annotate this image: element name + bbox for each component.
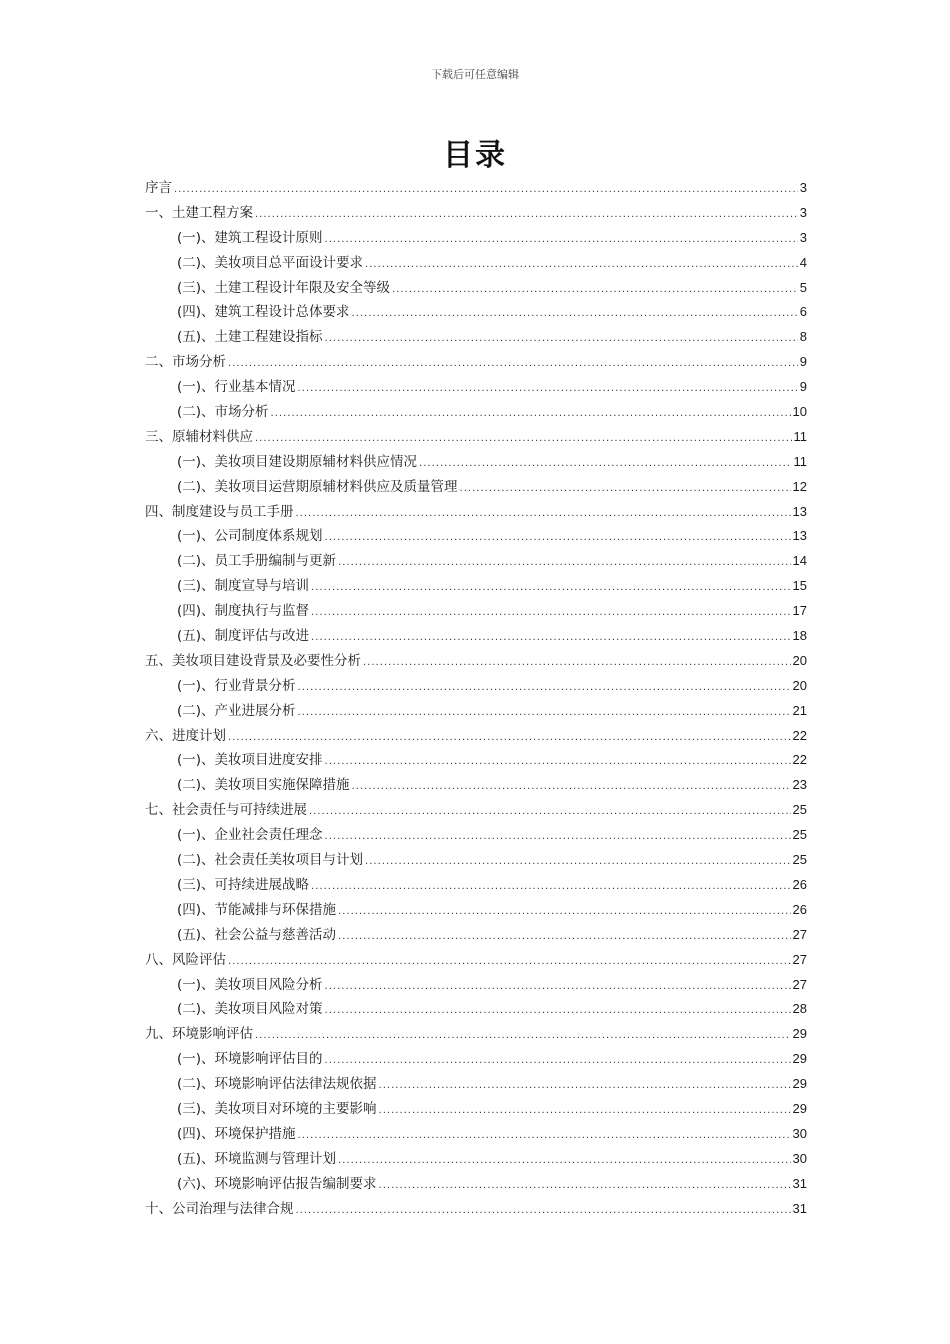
dot-leader — [311, 626, 790, 651]
toc-entry-label: (四)、制度执行与监督 — [177, 603, 310, 620]
toc-entry-section[interactable] — [145, 873, 807, 898]
dot-leader — [325, 228, 798, 253]
toc-entry-page-number: 31 — [792, 1175, 807, 1191]
dot-leader — [311, 875, 790, 900]
toc-entry-label: (一)、行业背景分析 — [177, 677, 296, 694]
toc-entry-page-number: 20 — [792, 677, 807, 693]
toc-entry-label: (一)、环境影响评估目的 — [177, 1051, 323, 1068]
toc-entry-section[interactable] — [145, 549, 807, 574]
toc-entry-section[interactable] — [145, 1122, 807, 1147]
toc-entry-page-number: 12 — [792, 478, 807, 494]
toc-entry-section[interactable] — [145, 699, 807, 724]
toc-entry-page-number: 30 — [792, 1125, 807, 1141]
toc-entry-page-number: 29 — [792, 1100, 807, 1116]
toc-entry-chapter[interactable] — [145, 500, 807, 525]
toc-entry-label: (三)、土建工程设计年限及安全等级 — [177, 279, 391, 296]
toc-entry-section[interactable] — [145, 898, 807, 923]
toc-entry-label: (三)、可持续进展战略 — [177, 876, 310, 893]
toc-entry-chapter[interactable] — [145, 350, 807, 375]
toc-entry-page-number: 11 — [793, 453, 807, 469]
toc-entry-label: 八、风险评估 — [145, 951, 226, 968]
toc-entry-label: 序言 — [145, 180, 172, 196]
dot-leader — [338, 551, 790, 576]
dot-leader — [325, 825, 791, 850]
toc-entry-label: (五)、环境监测与管理计划 — [177, 1150, 337, 1167]
toc-entry-section[interactable] — [145, 848, 807, 873]
dot-leader — [255, 427, 792, 452]
toc-entry-page-number: 13 — [792, 528, 807, 544]
toc-entry-page-number: 15 — [792, 578, 807, 594]
dot-leader — [271, 402, 791, 427]
toc-entry-label: (三)、美妆项目对环境的主要影响 — [177, 1100, 377, 1117]
dot-leader — [298, 377, 798, 402]
toc-entry-label: 五、美妆项目建设背景及必要性分析 — [145, 652, 361, 669]
toc-entry-label: (二)、市场分析 — [177, 404, 269, 421]
toc-entry-page-number: 22 — [792, 727, 807, 743]
dot-leader — [255, 1024, 791, 1049]
toc-entry-label: (四)、环境保护措施 — [177, 1125, 296, 1142]
toc-entry-section[interactable] — [145, 450, 807, 475]
toc-entry-page-number: 27 — [792, 951, 807, 967]
toc-entry-page-number: 14 — [792, 553, 807, 569]
toc-entry-section[interactable] — [145, 748, 807, 773]
toc-entry-label: (三)、制度宣导与培训 — [177, 578, 310, 595]
dot-leader — [228, 950, 791, 975]
toc-entry-section[interactable] — [145, 400, 807, 425]
toc-entry-label: (二)、环境影响评估法律法规依据 — [177, 1076, 377, 1093]
dot-leader — [325, 526, 791, 551]
dot-leader — [325, 750, 791, 775]
toc-entry-label: (二)、美妆项目风险对策 — [177, 1001, 323, 1018]
toc-entry-section[interactable] — [145, 674, 807, 699]
toc-entry-label: 三、原辅材料供应 — [145, 428, 253, 445]
dot-leader — [352, 302, 798, 327]
toc-entry-chapter[interactable] — [145, 948, 807, 973]
toc-entry-label: (一)、美妆项目建设期原辅材料供应情况 — [177, 453, 418, 470]
toc-entry-section[interactable] — [145, 524, 807, 549]
dot-leader — [298, 676, 791, 701]
dot-leader — [379, 1099, 791, 1124]
toc-entry-page-number: 29 — [792, 1051, 807, 1067]
dot-leader — [228, 352, 798, 377]
dot-leader — [460, 477, 791, 502]
toc-entry-chapter[interactable] — [145, 425, 807, 450]
dot-leader — [174, 178, 798, 203]
toc-entry-label: (四)、建筑工程设计总体要求 — [177, 304, 350, 321]
dot-leader — [379, 1074, 791, 1099]
dot-leader — [296, 502, 791, 527]
toc-entry-label: (二)、美妆项目运营期原辅材料供应及质量管理 — [177, 478, 458, 495]
toc-entry-label: (五)、社会公益与慈善活动 — [177, 926, 337, 943]
toc-entry-page-number: 13 — [792, 503, 807, 519]
toc-entry-section[interactable] — [145, 1172, 807, 1197]
toc-entry-section[interactable] — [145, 1047, 807, 1072]
toc-entry-label: (五)、土建工程建设指标 — [177, 329, 323, 346]
toc-entry-page-number: 25 — [792, 802, 807, 818]
dot-leader — [325, 1049, 791, 1074]
toc-entry-section[interactable] — [145, 923, 807, 948]
toc-entry-label: (二)、美妆项目实施保障措施 — [177, 777, 350, 794]
toc-entry-section[interactable] — [145, 624, 807, 649]
toc-entry-page-number: 31 — [792, 1200, 807, 1216]
dot-leader — [325, 975, 791, 1000]
dot-leader — [363, 651, 791, 676]
toc-entry-page-number: 5 — [799, 279, 807, 295]
toc-entry-section[interactable] — [145, 300, 807, 325]
toc-entry-page-number: 3 — [799, 229, 807, 245]
toc-entry-section[interactable] — [145, 1097, 807, 1122]
toc-entry-page-number: 23 — [792, 777, 807, 793]
toc-entry-chapter[interactable] — [145, 1197, 807, 1222]
toc-entry-section[interactable] — [145, 1147, 807, 1172]
dot-leader — [298, 701, 791, 726]
table-of-contents — [145, 176, 807, 1221]
toc-entry-page-number: 30 — [792, 1150, 807, 1166]
toc-entry-page-number: 9 — [799, 354, 807, 370]
toc-entry-label: 七、社会责任与可持续进展 — [145, 802, 307, 819]
toc-entry-label: 九、环境影响评估 — [145, 1026, 253, 1043]
dot-leader — [338, 925, 790, 950]
toc-entry-page-number: 29 — [792, 1026, 807, 1042]
toc-entry-page-number: 11 — [793, 428, 807, 444]
toc-entry-section[interactable] — [145, 973, 807, 998]
toc-entry-page-number: 3 — [799, 180, 807, 195]
dot-leader — [311, 601, 790, 626]
dot-leader — [419, 452, 791, 477]
toc-entry-label: 六、进度计划 — [145, 727, 226, 744]
toc-entry-page-number: 28 — [792, 1001, 807, 1017]
toc-entry-chapter[interactable] — [145, 724, 807, 749]
toc-entry-page-number: 25 — [792, 852, 807, 868]
toc-entry-label: 四、制度建设与员工手册 — [145, 503, 294, 520]
toc-entry-label: 二、市场分析 — [145, 354, 226, 371]
toc-entry-chapter[interactable] — [145, 1022, 807, 1047]
toc-entry-label: (四)、节能减排与环保措施 — [177, 901, 337, 918]
toc-entry-label: (一)、公司制度体系规划 — [177, 528, 323, 545]
toc-entry-section[interactable] — [145, 773, 807, 798]
toc-entry-page-number: 20 — [792, 652, 807, 668]
toc-entry-section[interactable] — [145, 325, 807, 350]
toc-entry-label: (五)、制度评估与改进 — [177, 628, 310, 645]
toc-entry-chapter[interactable] — [145, 798, 807, 823]
toc-entry-section[interactable] — [145, 276, 807, 301]
toc-entry-label: (一)、企业社会责任理念 — [177, 827, 323, 844]
toc-entry-section[interactable] — [145, 997, 807, 1022]
dot-leader — [255, 203, 798, 228]
toc-entry-chapter[interactable] — [145, 176, 807, 201]
toc-entry-section[interactable] — [145, 375, 807, 400]
toc-entry-section[interactable] — [145, 251, 807, 276]
dot-leader — [228, 726, 791, 751]
toc-entry-page-number: 22 — [792, 752, 807, 768]
toc-entry-page-number: 6 — [799, 304, 807, 320]
toc-entry-page-number: 18 — [792, 628, 807, 644]
dot-leader — [325, 327, 798, 352]
toc-entry-page-number: 26 — [792, 901, 807, 917]
toc-entry-page-number: 8 — [799, 329, 807, 345]
toc-entry-page-number: 17 — [792, 603, 807, 619]
toc-entry-section[interactable] — [145, 823, 807, 848]
toc-entry-label: (一)、美妆项目风险分析 — [177, 976, 323, 993]
dot-leader — [338, 1149, 790, 1174]
toc-entry-label: (二)、产业进展分析 — [177, 702, 296, 719]
dot-leader — [365, 253, 798, 278]
toc-entry-label: (六)、环境影响评估报告编制要求 — [177, 1175, 377, 1192]
toc-entry-page-number: 9 — [799, 379, 807, 395]
toc-entry-label: (二)、美妆项目总平面设计要求 — [177, 254, 364, 271]
dot-leader — [298, 1124, 791, 1149]
toc-entry-page-number: 27 — [792, 926, 807, 942]
toc-entry-section[interactable] — [145, 1072, 807, 1097]
dot-leader — [379, 1174, 791, 1199]
toc-entry-chapter[interactable] — [145, 649, 807, 674]
toc-entry-page-number: 10 — [792, 404, 807, 420]
toc-entry-section[interactable] — [145, 475, 807, 500]
toc-entry-page-number: 26 — [792, 876, 807, 892]
dot-leader — [311, 576, 790, 601]
toc-entry-section[interactable] — [145, 226, 807, 251]
toc-entry-label: (一)、行业基本情况 — [177, 379, 296, 396]
dot-leader — [392, 278, 798, 303]
dot-leader — [338, 900, 790, 925]
toc-entry-section[interactable] — [145, 599, 807, 624]
dot-leader — [309, 800, 791, 825]
toc-entry-page-number: 25 — [792, 827, 807, 843]
dot-leader — [325, 999, 791, 1024]
toc-entry-page-number: 29 — [792, 1076, 807, 1092]
page-title: 目录 — [443, 138, 507, 173]
toc-entry-label: (一)、美妆项目进度安排 — [177, 752, 323, 769]
toc-entry-page-number: 4 — [799, 254, 807, 270]
toc-entry-label: 一、土建工程方案 — [145, 204, 253, 221]
toc-entry-label: 十、公司治理与法律合规 — [145, 1200, 294, 1217]
toc-entry-page-number: 21 — [792, 702, 807, 718]
dot-leader — [365, 850, 790, 875]
toc-entry-page-number: 3 — [799, 204, 807, 220]
toc-entry-label: (一)、建筑工程设计原则 — [177, 229, 323, 246]
toc-entry-label: (二)、社会责任美妆项目与计划 — [177, 852, 364, 869]
toc-entry-chapter[interactable] — [145, 201, 807, 226]
toc-entry-label: (二)、员工手册编制与更新 — [177, 553, 337, 570]
toc-entry-section[interactable] — [145, 574, 807, 599]
toc-entry-page-number: 27 — [792, 976, 807, 992]
dot-leader — [296, 1199, 791, 1224]
dot-leader — [352, 775, 791, 800]
header-note: 下载后可任意编辑 — [431, 68, 519, 81]
